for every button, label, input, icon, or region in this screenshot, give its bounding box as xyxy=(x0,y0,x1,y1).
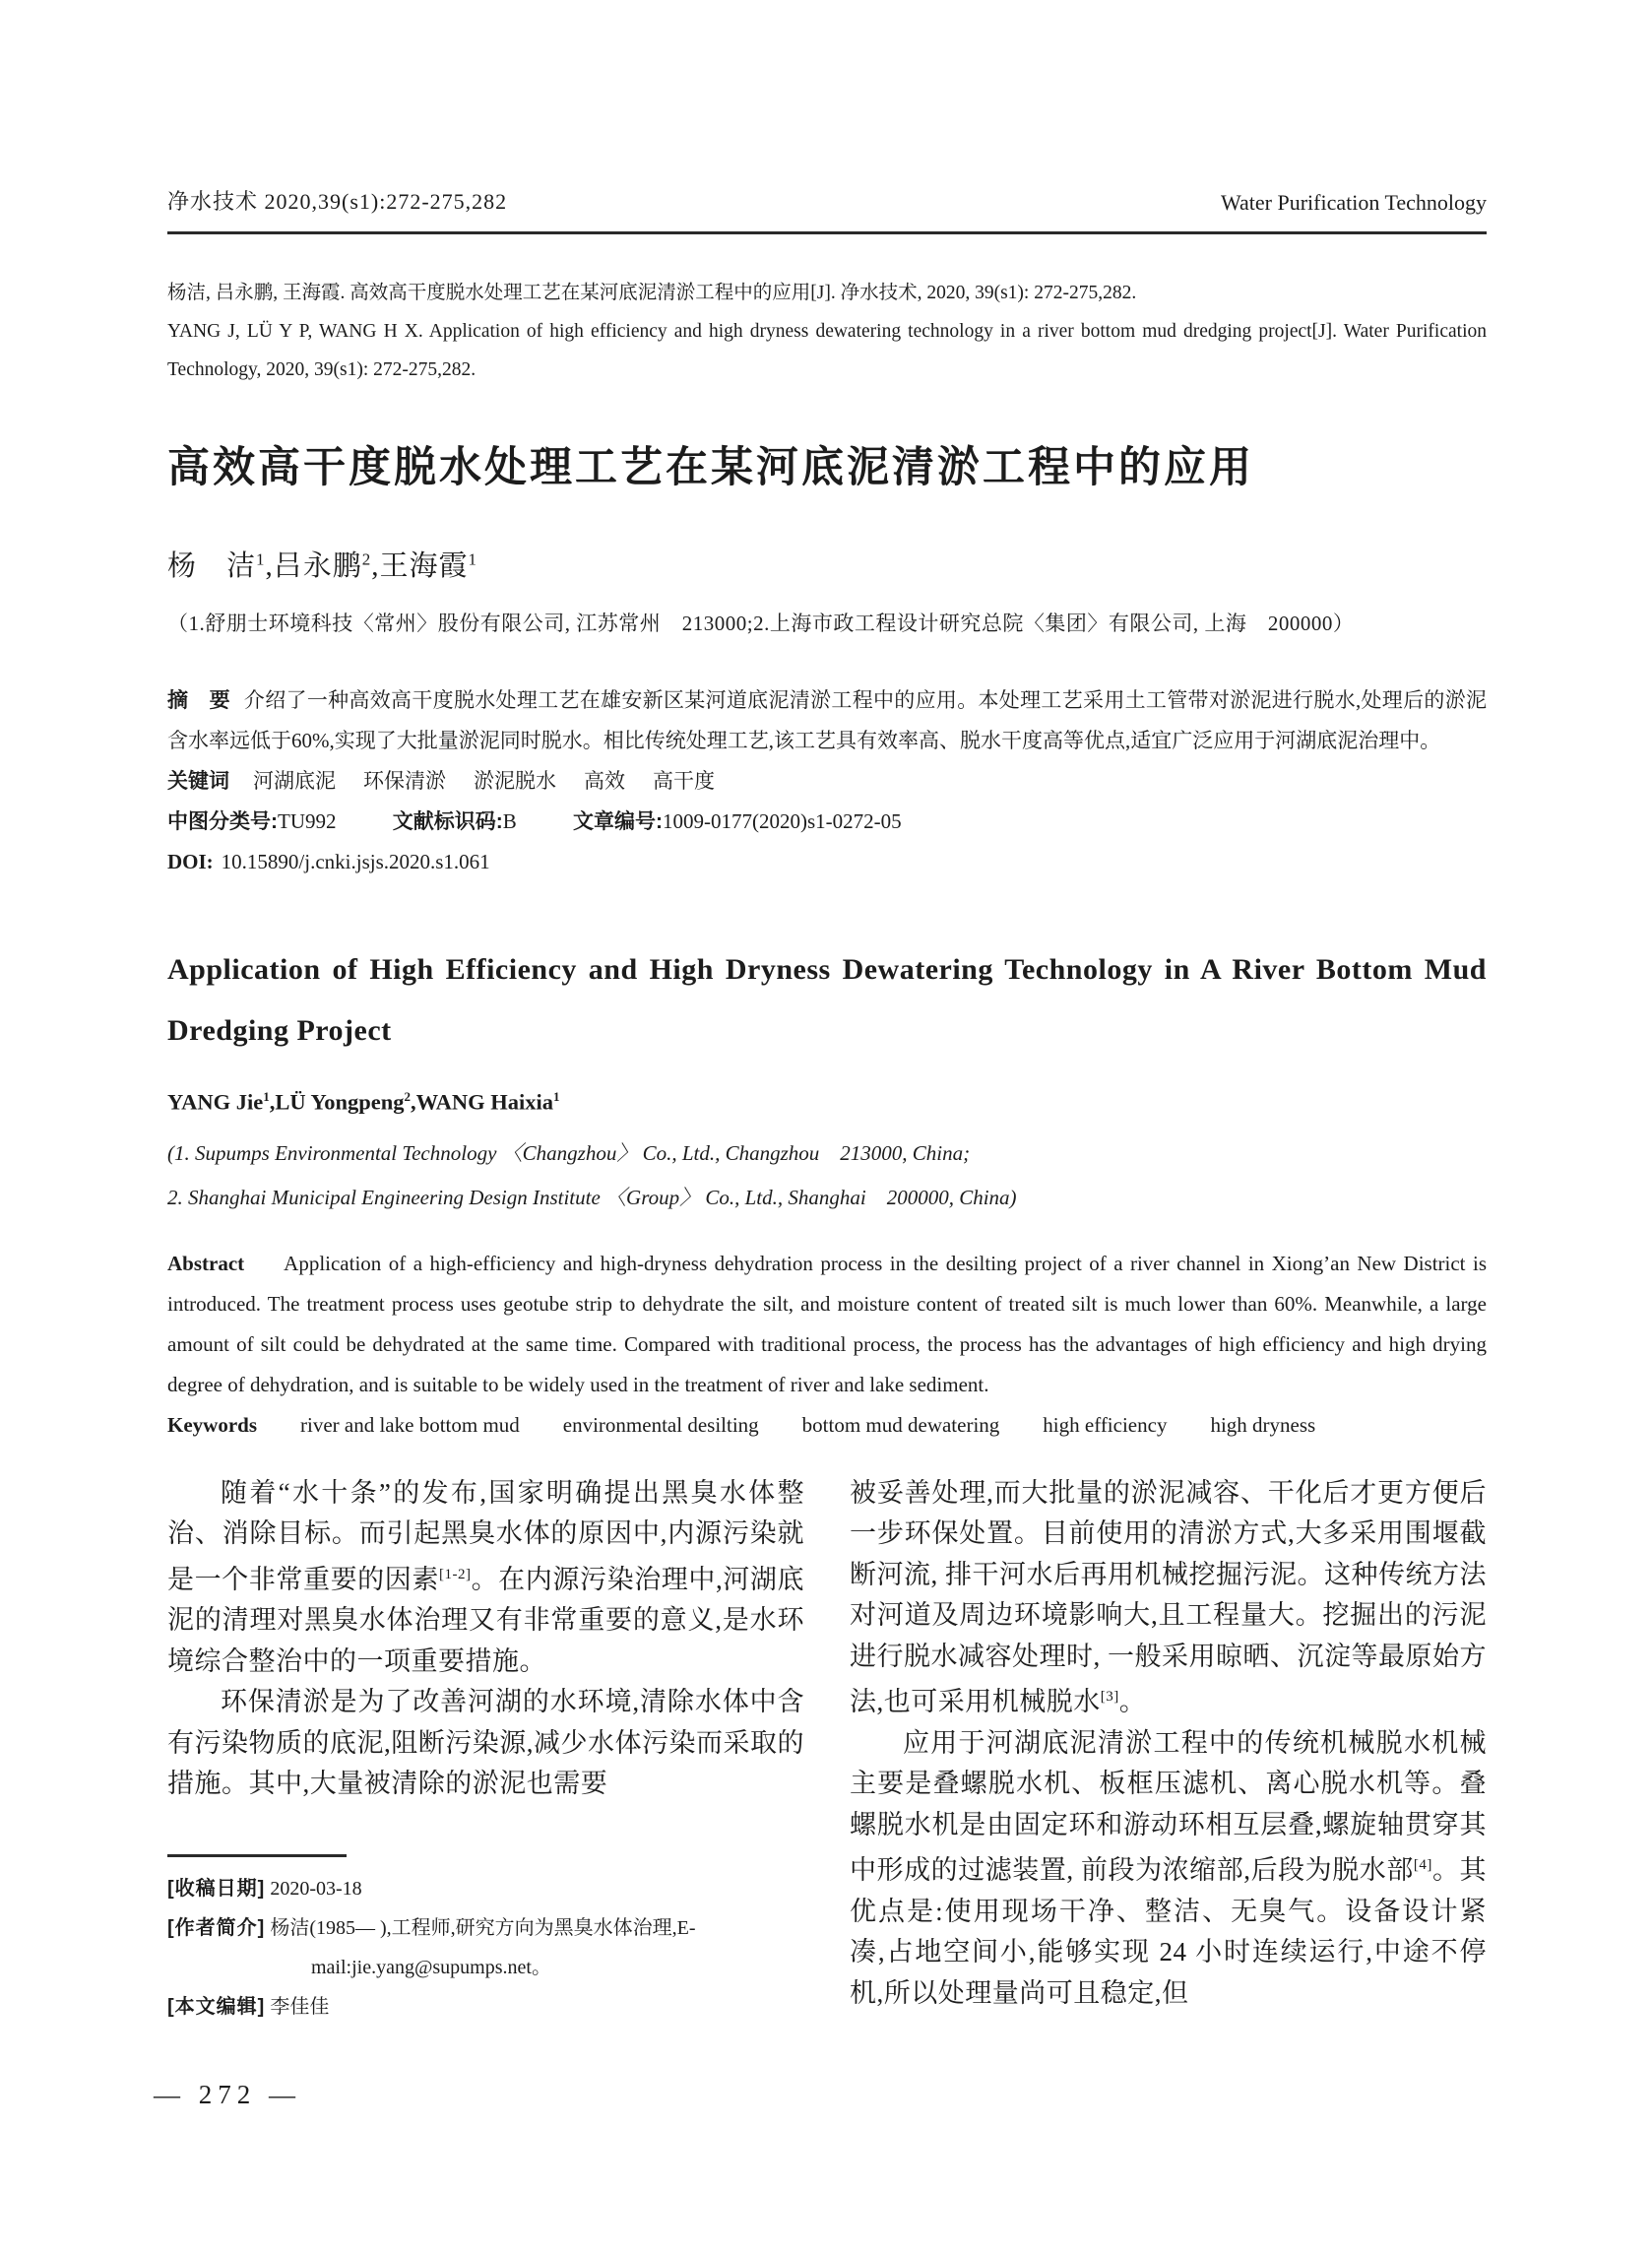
body-text: 。其优点是:使用现场干净、整洁、无臭气。设备设计紧凑,占地空间小,能够实现 24 小时连续运行,中途不停机,所以处理量尚可且稳定,但 xyxy=(850,1855,1488,2008)
doi-label: DOI: xyxy=(167,850,214,873)
author-superscript: 1 xyxy=(553,1089,560,1104)
editor-label: [本文编辑] xyxy=(167,1995,266,2018)
page-number: — 272 — xyxy=(154,2080,301,2109)
body-paragraph xyxy=(167,1473,804,1683)
author-bio-label: [作者简介] xyxy=(167,1916,266,1939)
keywords-label-cn: 关键词 xyxy=(167,770,229,793)
keyword: 淤泥脱水 xyxy=(474,769,556,793)
abstract-label-en: Abstract xyxy=(167,1251,245,1275)
keyword: 河湖底泥 xyxy=(253,769,336,793)
authors-en xyxy=(167,1089,1487,1116)
author-superscript: 1 xyxy=(263,1089,270,1104)
keywords-label-en: Keywords xyxy=(167,1412,257,1437)
keywords-en xyxy=(167,1405,1487,1446)
left-column xyxy=(167,1473,804,2027)
citation-block xyxy=(167,274,1487,389)
keyword: 高效 xyxy=(584,769,625,793)
author-name: ,王海霞 xyxy=(371,550,469,582)
body-text: 环保清淤是为了改善河湖的水环境,清除水体中含有污染物质的底泥,阻断污染源,减少水体污染而采取的措施。其中,大量被清除的淤泥也需要 xyxy=(167,1687,804,1798)
keyword-en: river and lake bottom mud xyxy=(300,1412,520,1437)
body-text: 。在内源污染治理中,河湖底泥的清理对黑臭水体治理又有非常重要的意义,是水环境综合整治中的一项重要措施。 xyxy=(167,1564,805,1676)
editor-value: 李佳佳 xyxy=(270,1995,330,2018)
clc-label: 中图分类号: xyxy=(167,810,278,833)
clc-group xyxy=(167,809,337,833)
body-text: 随着“水十条”的发布,国家明确提出黑臭水体整治、消除目标。而引起黑臭水体的原因中,内源污染就是一个非常重要的因素 xyxy=(167,1477,804,1594)
author-name-en: ,WANG Haixia xyxy=(411,1089,554,1115)
reference-superscript: [4] xyxy=(1413,1857,1432,1873)
affiliation-en-line2: 2. Shanghai Municipal Engineering Design Institute 〈Group〉 Co., Ltd., Shanghai 200000, China) xyxy=(167,1185,1017,1209)
affiliation-en-line1: (1. Supumps Environmental Technology 〈Changzhou〉 Co., Ltd., Changzhou 213000, China; xyxy=(167,1140,971,1165)
footnote-block xyxy=(167,1854,804,2027)
citation-cn: 杨洁, 吕永鹏, 王海霞. 高效高干度脱水处理工艺在某河底泥清淤工程中的应用[J]. 净水技术, 2020, 39(s1): 272-275,282. xyxy=(167,283,1137,303)
article-title-en: Application of High Efficiency and High Dryness Dewatering Technology in A River Bottom Mud Dredging Project xyxy=(167,953,1487,1047)
body-text: 应用于河湖底泥清淤工程中的传统机械脱水机械主要是叠螺脱水机、板框压滤机、离心脱水机等。叠螺脱水机是由固定环和游动环相互层叠,螺旋轴贯穿其中形成的过滤装置, 前段为浓缩部,后段为脱水部 xyxy=(850,1727,1487,1885)
reference-superscript: [3] xyxy=(1100,1689,1119,1705)
article-number-group xyxy=(573,809,902,833)
author-bio-value: 杨洁(1985— ),工程师,研究方向为黑臭水体治理,E-mail:jie.yang@supumps.net。 xyxy=(270,1916,696,1978)
author-name-en: YANG Jie xyxy=(167,1089,264,1115)
footnote-divider xyxy=(167,1854,347,1857)
body-text: 。 xyxy=(1118,1687,1147,1716)
abstract-label-cn: 摘 要 xyxy=(167,689,230,712)
editor-line xyxy=(167,1987,804,2027)
journal-header xyxy=(167,185,1487,234)
article-title-cn: 高效高干度脱水处理工艺在某河底泥清淤工程中的应用 xyxy=(167,444,1254,491)
affiliation-en xyxy=(167,1131,1487,1220)
abstract-text-en: Application of a high-efficiency and high-dryness dehydration process in the desilting project of a river channel in Xiong’an New District is introduced. The treatment process uses geotube strip to dehydrate the silt, and moisture content of treated silt is much lower than 60%. Meanwhile, a large amount of silt could be dehydrated at the same time. Compared with traditional process, the process has the advantages of high efficiency and high drying degree of dehydration, and is suitable to be widely used in the treatment of river and lake sediment. xyxy=(167,1251,1487,1396)
affiliation-cn: （1.舒朋士环境科技〈常州〉股份有限公司, 江苏常州 213000;2.上海市政工程设计研究总院〈集团〉有限公司, 上海 200000） xyxy=(167,612,1355,635)
doi-value: 10.15890/j.cnki.jsjs.2020.s1.061 xyxy=(221,850,490,873)
body-paragraph xyxy=(850,1723,1487,2015)
keyword-en: high dryness xyxy=(1210,1412,1316,1437)
abstract-en xyxy=(167,1244,1487,1405)
keyword: 高干度 xyxy=(653,769,715,793)
doc-code-group xyxy=(393,809,517,833)
author-name: 杨 洁 xyxy=(167,550,257,582)
keyword-en: bottom mud dewatering xyxy=(801,1412,1000,1437)
received-date-label: [收稿日期] xyxy=(167,1877,266,1900)
body-paragraph xyxy=(850,1473,1487,1723)
doc-code-label: 文献标识码: xyxy=(392,810,503,833)
clc-value: TU992 xyxy=(278,809,337,833)
author-name-en: ,LÜ Yongpeng xyxy=(269,1089,405,1115)
doc-code-value: B xyxy=(502,809,517,833)
author-bio-line xyxy=(167,1908,804,1987)
body-columns xyxy=(167,1473,1487,2027)
abstract-text-cn: 介绍了一种高效高干度脱水处理工艺在雄安新区某河道底泥清淤工程中的应用。本处理工艺采用土工管带对淤泥进行脱水,处理后的淤泥含水率远低于60%,实现了大批量淤泥同时脱水。相比传统处理工艺,该工艺具有效率高、脱水干度高等优点,适宜广泛应用于河湖底泥治理中。 xyxy=(167,688,1488,752)
author-superscript: 1 xyxy=(468,549,478,569)
keyword-en: environmental desilting xyxy=(562,1412,759,1437)
keyword-en: high efficiency xyxy=(1043,1412,1168,1437)
reference-superscript: [1-2] xyxy=(438,1566,472,1582)
journal-name-en: Water Purification Technology xyxy=(1221,190,1487,215)
journal-name-cn: 净水技术 2020,39(s1):272-275,282 xyxy=(167,189,508,214)
keywords-cn xyxy=(167,761,1487,802)
authors-cn xyxy=(167,544,1487,584)
classification-line xyxy=(167,802,1487,842)
body-paragraph xyxy=(167,1682,804,1805)
article-number-value: 1009-0177(2020)s1-0272-05 xyxy=(663,809,902,833)
keyword: 环保清淤 xyxy=(363,769,446,793)
author-superscript: 2 xyxy=(404,1089,411,1104)
article-number-label: 文章编号: xyxy=(573,810,664,833)
doi-line xyxy=(167,842,1487,882)
right-column xyxy=(850,1473,1487,2027)
received-date-value: 2020-03-18 xyxy=(270,1877,362,1900)
citation-en: YANG J, LÜ Y P, WANG H X. Application of high efficiency and high dryness dewatering technology in a river bottom mud dredging project[J]. Water Purification Technology, 2020, 39(s1): 272-275,282. xyxy=(167,321,1487,380)
received-date-line xyxy=(167,1869,804,1908)
body-text: 被妥善处理,而大批量的淤泥减容、干化后才更方便后一步环保处置。目前使用的清淤方式,大多采用围堰截断河流, 排干河水后再用机械挖掘污泥。这种传统方法对河道及周边环境影响大,且工程量大。挖掘出的污泥进行脱水减容处理时, 一般采用晾晒、沉淀等最原始方法,也可采用机械脱水 xyxy=(850,1477,1487,1716)
author-superscript: 2 xyxy=(361,549,372,569)
author-superscript: 1 xyxy=(256,549,266,569)
author-name: ,吕永鹏 xyxy=(265,550,362,582)
abstract-cn xyxy=(167,680,1487,761)
